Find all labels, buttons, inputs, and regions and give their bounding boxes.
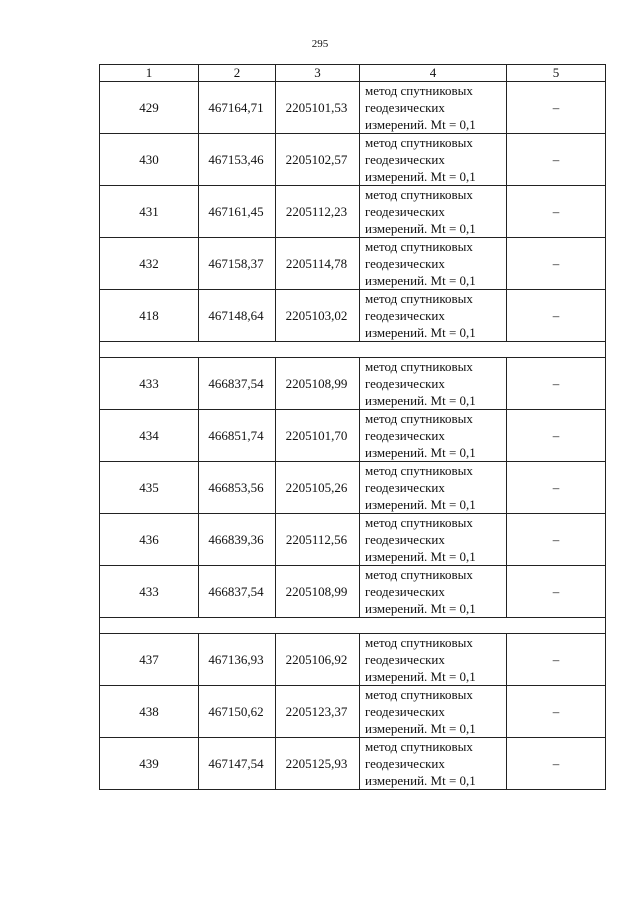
- method-cell: [360, 634, 507, 686]
- x-coordinate-cell: 466837,54: [199, 566, 276, 618]
- y-coordinate-cell: 2205125,93: [276, 738, 360, 790]
- method-line: измерений. Mt = 0,1: [365, 325, 476, 340]
- x-coordinate-cell: 467150,62: [199, 686, 276, 738]
- description-cell: –: [507, 686, 606, 738]
- method-line: измерений. Mt = 0,1: [365, 273, 476, 288]
- method-line: геодезических: [365, 584, 445, 599]
- y-coordinate-cell: 2205105,26: [276, 462, 360, 514]
- method-line: метод спутниковых: [365, 515, 473, 530]
- method-line: измерений. Mt = 0,1: [365, 445, 476, 460]
- separator-cell: [100, 342, 606, 358]
- y-coordinate-cell: 2205114,78: [276, 238, 360, 290]
- x-coordinate-cell: 467164,71: [199, 82, 276, 134]
- point-number-cell: 434: [100, 410, 199, 462]
- y-coordinate-cell: 2205103,02: [276, 290, 360, 342]
- point-number-cell: 439: [100, 738, 199, 790]
- coordinates-table: [99, 64, 606, 790]
- y-coordinate-cell: 2205112,23: [276, 186, 360, 238]
- point-number-cell: 433: [100, 566, 199, 618]
- method-line: геодезических: [365, 480, 445, 495]
- column-header-2: 2: [199, 65, 276, 82]
- method-line: метод спутниковых: [365, 359, 473, 374]
- separator-cell: [100, 618, 606, 634]
- x-coordinate-cell: 466839,36: [199, 514, 276, 566]
- description-cell: –: [507, 82, 606, 134]
- method-line: метод спутниковых: [365, 135, 473, 150]
- method-cell: [360, 686, 507, 738]
- x-coordinate-cell: 467153,46: [199, 134, 276, 186]
- table-row: [100, 410, 606, 462]
- x-coordinate-cell: 467147,54: [199, 738, 276, 790]
- column-header-4: 4: [360, 65, 507, 82]
- table-row: [100, 738, 606, 790]
- method-line: измерений. Mt = 0,1: [365, 221, 476, 236]
- table-row: [100, 134, 606, 186]
- method-line: геодезических: [365, 256, 445, 271]
- method-line: измерений. Mt = 0,1: [365, 117, 476, 132]
- table-body: [100, 65, 606, 790]
- method-cell: [360, 186, 507, 238]
- method-line: измерений. Mt = 0,1: [365, 393, 476, 408]
- page-number: 295: [311, 38, 329, 50]
- column-header-5: 5: [507, 65, 606, 82]
- y-coordinate-cell: 2205123,37: [276, 686, 360, 738]
- description-cell: –: [507, 238, 606, 290]
- table-row: [100, 186, 606, 238]
- point-number-cell: 436: [100, 514, 199, 566]
- method-line: измерений. Mt = 0,1: [365, 669, 476, 684]
- table-row: [100, 82, 606, 134]
- method-line: измерений. Mt = 0,1: [365, 549, 476, 564]
- method-line: метод спутниковых: [365, 739, 473, 754]
- method-line: метод спутниковых: [365, 463, 473, 478]
- method-line: метод спутниковых: [365, 83, 473, 98]
- method-cell: [360, 566, 507, 618]
- method-cell: [360, 238, 507, 290]
- y-coordinate-cell: 2205106,92: [276, 634, 360, 686]
- description-cell: –: [507, 134, 606, 186]
- separator-row: [100, 618, 606, 634]
- table-row: [100, 686, 606, 738]
- x-coordinate-cell: 466837,54: [199, 358, 276, 410]
- point-number-cell: 430: [100, 134, 199, 186]
- y-coordinate-cell: 2205101,53: [276, 82, 360, 134]
- description-cell: –: [507, 634, 606, 686]
- method-line: метод спутниковых: [365, 635, 473, 650]
- y-coordinate-cell: 2205108,99: [276, 566, 360, 618]
- table-row: [100, 514, 606, 566]
- description-cell: –: [507, 410, 606, 462]
- table-row: [100, 462, 606, 514]
- description-cell: –: [507, 186, 606, 238]
- x-coordinate-cell: 466851,74: [199, 410, 276, 462]
- method-line: метод спутниковых: [365, 291, 473, 306]
- point-number-cell: 437: [100, 634, 199, 686]
- method-cell: [360, 358, 507, 410]
- x-coordinate-cell: 467148,64: [199, 290, 276, 342]
- method-line: измерений. Mt = 0,1: [365, 773, 476, 788]
- description-cell: –: [507, 514, 606, 566]
- method-line: геодезических: [365, 308, 445, 323]
- method-line: геодезических: [365, 756, 445, 771]
- method-line: геодезических: [365, 204, 445, 219]
- y-coordinate-cell: 2205102,57: [276, 134, 360, 186]
- description-cell: –: [507, 738, 606, 790]
- description-cell: –: [507, 566, 606, 618]
- x-coordinate-cell: 467158,37: [199, 238, 276, 290]
- method-line: метод спутниковых: [365, 567, 473, 582]
- separator-row: [100, 342, 606, 358]
- method-line: измерений. Mt = 0,1: [365, 169, 476, 184]
- table-row: [100, 358, 606, 410]
- point-number-cell: 438: [100, 686, 199, 738]
- point-number-cell: 429: [100, 82, 199, 134]
- method-cell: [360, 738, 507, 790]
- method-line: геодезических: [365, 652, 445, 667]
- method-line: геодезических: [365, 152, 445, 167]
- point-number-cell: 418: [100, 290, 199, 342]
- method-line: геодезических: [365, 428, 445, 443]
- method-cell: [360, 82, 507, 134]
- method-line: геодезических: [365, 532, 445, 547]
- method-line: метод спутниковых: [365, 411, 473, 426]
- x-coordinate-cell: 467161,45: [199, 186, 276, 238]
- description-cell: –: [507, 290, 606, 342]
- table-row: [100, 566, 606, 618]
- method-line: метод спутниковых: [365, 687, 473, 702]
- y-coordinate-cell: 2205108,99: [276, 358, 360, 410]
- description-cell: –: [507, 358, 606, 410]
- method-line: измерений. Mt = 0,1: [365, 497, 476, 512]
- point-number-cell: 435: [100, 462, 199, 514]
- x-coordinate-cell: 466853,56: [199, 462, 276, 514]
- method-cell: [360, 462, 507, 514]
- method-line: измерений. Mt = 0,1: [365, 721, 476, 736]
- method-cell: [360, 290, 507, 342]
- method-line: метод спутниковых: [365, 239, 473, 254]
- method-line: геодезических: [365, 376, 445, 391]
- table-row: [100, 290, 606, 342]
- y-coordinate-cell: 2205112,56: [276, 514, 360, 566]
- x-coordinate-cell: 467136,93: [199, 634, 276, 686]
- method-cell: [360, 410, 507, 462]
- y-coordinate-cell: 2205101,70: [276, 410, 360, 462]
- method-line: измерений. Mt = 0,1: [365, 601, 476, 616]
- method-cell: [360, 134, 507, 186]
- method-line: геодезических: [365, 100, 445, 115]
- description-cell: –: [507, 462, 606, 514]
- point-number-cell: 431: [100, 186, 199, 238]
- method-cell: [360, 514, 507, 566]
- method-line: геодезических: [365, 704, 445, 719]
- header-row: [100, 65, 606, 82]
- table-row: [100, 238, 606, 290]
- point-number-cell: 432: [100, 238, 199, 290]
- table-row: [100, 634, 606, 686]
- column-header-3: 3: [276, 65, 360, 82]
- method-line: метод спутниковых: [365, 187, 473, 202]
- column-header-1: 1: [100, 65, 199, 82]
- point-number-cell: 433: [100, 358, 199, 410]
